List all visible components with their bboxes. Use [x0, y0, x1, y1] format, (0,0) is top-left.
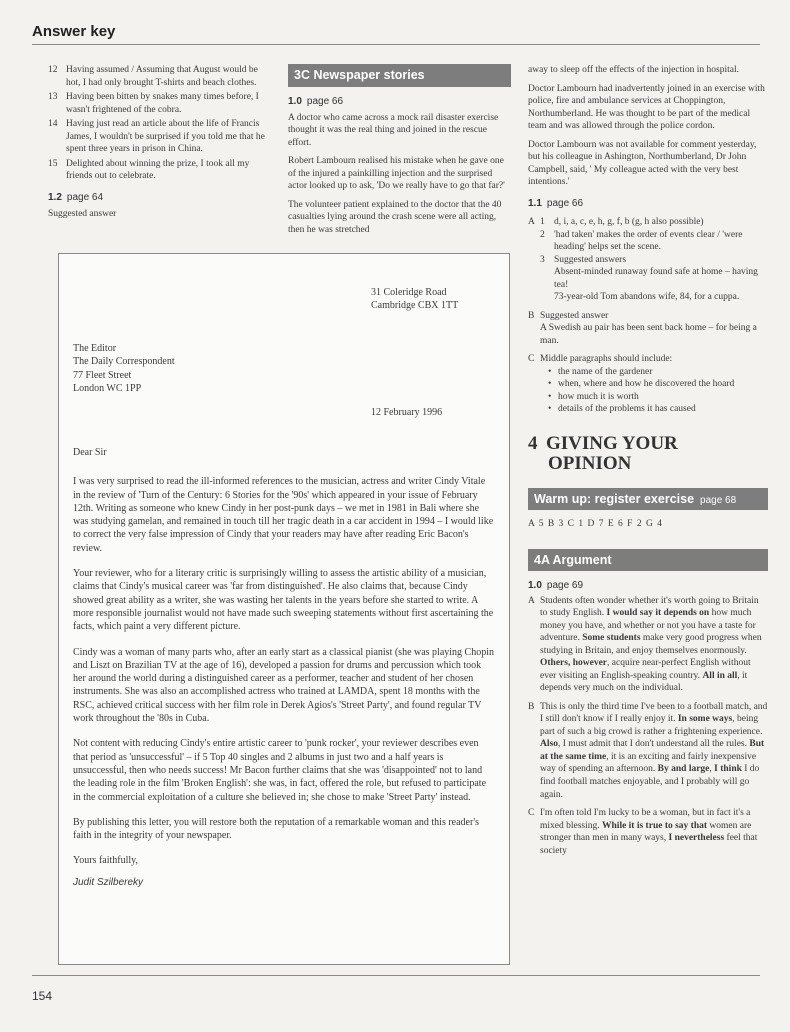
text-run: Students often wonder whether it's worth going to Britain to study English. [540, 595, 759, 619]
text-run: , being part of such a big crowd is rather a frightening experience. [540, 714, 763, 737]
subheading-page: page 66 [306, 95, 344, 107]
list-item [540, 216, 768, 229]
text-run: I do find football matches enjoyable, and I probably will go again. [540, 764, 760, 800]
column-left [48, 64, 273, 221]
sender-address [371, 286, 458, 313]
linking-phrase: I nevertheless [668, 833, 725, 844]
exercise-letter: A [528, 595, 535, 606]
section-title: 4A Argument [534, 552, 612, 567]
item-number: 2 [540, 229, 545, 240]
address-line: 31 Coleridge Road [371, 287, 447, 298]
address-line: Cambridge CBX 1TT [371, 300, 459, 312]
linking-phrase: By and large [657, 764, 710, 775]
column-middle [288, 64, 511, 242]
section-subheading [48, 191, 273, 204]
item-number: 3 [540, 254, 545, 265]
exercise-a [528, 216, 768, 304]
bullet-item: • when, where and how he discovered the hoard [548, 378, 768, 391]
warmup-answers: A 5 B 3 C 1 D 7 E 6 F 2 G 4 [528, 519, 663, 530]
column-right [528, 64, 768, 863]
page-header-title: Answer key [32, 23, 116, 40]
linking-phrase: I would say it depends on [606, 608, 710, 619]
exercise-c [528, 353, 768, 416]
list-item [48, 118, 273, 156]
text-run: how much money you have, and whether or not you have a taste for adventure. [540, 608, 756, 644]
letter-body [73, 446, 495, 901]
linking-phrase: Also [540, 739, 558, 750]
signature: Judit Szilbereky [73, 876, 144, 888]
text-run: This is only the third time I've been to a football match, and I still don't know if I really enjoy it. [540, 701, 768, 725]
subheading-page: page 69 [546, 580, 584, 592]
text-run: , it is an exciting and fairly inexpensive way of spending an afternoon. [540, 751, 757, 775]
bullet-item: • the name of the gardener [548, 366, 768, 379]
item-text: 'had taken' makes the order of events clear / 'were heading' helps set the scene. [554, 229, 743, 253]
address-line: 77 Fleet Street [73, 369, 132, 381]
text-run: women are stronger than men in many ways, [540, 820, 752, 844]
list-item [540, 229, 768, 254]
letter-paragraph: Cindy was a woman of many parts who, after an early start as a classical pianist (she was playing Chopin and Liszt on Brazilian TV at the age of 16), developed a passion for drums and percussion which took her around the world during a distinguished career as a performer, teacher and student of her chosen instruments. She was also an accomplished actress who trained at LAMDA, spent 18 months with the RSC, achieved critical success with her film role in Derek Agios's 'Street Party', and found regular TV work throughout the '80s in Cuba. [73, 646, 495, 725]
chapter-number: 4 [528, 432, 538, 454]
linking-phrase: Others, however [540, 658, 608, 669]
bullet-item: • how much it is worth [548, 391, 768, 404]
list-item [48, 91, 273, 116]
subheading-number: 1.2 [48, 191, 62, 203]
argument-a [528, 595, 768, 695]
section-subheading [288, 95, 511, 108]
answer-text: A Swedish au pair has been sent back home – for being a man. [540, 323, 757, 346]
letter-paragraph: Your reviewer, who for a literary critic is surprisingly willing to assess the artistic ability of a musician, claims that Cindy's musical career was 'far from distinguished'. He also claims that, because Cindy showed great ability as a writer, she was wasting her talents in the years before she started to write. A more responsible journalist would not have made such sweeping statements without first ascertaining the facts, which paint a very different picture. [73, 568, 494, 633]
letter-paragraph: I was very surprised to read the ill-informed references to the musician, actress and writer Cindy Vitale in the review of 'Turn of the Century: 6 Stories for the '90s' which appeared in your issue of February 12th. Writing as someone who knew Cindy in her post-punk days – we met in 1981 in Bali where she was studying gamelan, and remained in touch till her tragic death in a car accident in 1994 – I would like to correct the very false impression of Cindy that your readers may have after reading Eric Bacon's review. [73, 476, 494, 554]
paragraph: Doctor Lambourn was not available for comment yesterday, but his colleague in Ashington, Northumberland, Dr John Campbell, said, ' My colleague acted with the very best intentions.' [528, 139, 757, 188]
paragraph: away to sleep off the effects of the injection in hospital. [528, 65, 739, 75]
item-number: 14 [48, 119, 58, 130]
item-text: Having been bitten by snakes many times before, I wasn't frightened of the cobra. [66, 92, 259, 115]
argument-list [528, 595, 768, 858]
letter-paragraph: By publishing this letter, you will restore both the reputation of a remarkable woman and this reader's faith in the integrity of your newspaper. [73, 816, 480, 842]
exercise-letter: B [528, 701, 535, 712]
footer-divider [32, 975, 760, 976]
list-item [48, 158, 273, 183]
argument-c [528, 807, 768, 857]
paragraph: The volunteer patient explained to the doctor that the 40 casualties lying around the crash scene were all acting, then he was stretched [288, 199, 502, 235]
item-text: Suggested answers [554, 254, 627, 265]
paragraph: Doctor Lambourn had inadvertently joined in an exercise with police, fire and ambulance services at Choppington, Northumberland. He was thought to be part of the medical team and was allowed through the police cordon. [528, 83, 765, 132]
headline-answer: 73-year-old Tom abandons wife, 84, for a cuppa. [554, 292, 740, 303]
exercise-list [528, 216, 768, 416]
item-text: Having assumed / Assuming that August would be hot, I had only brought T-shirts and beach clothes. [66, 65, 258, 88]
letter-paragraph: Not content with reducing Cindy's entire artistic career to 'punk rocker', your reviewer describes even that period as 'unsuccessful' – if 5 Top 40 singles and 2 albums in just two and a half years is unsuccessful, then who needs success! Mr Bacon further claims that she was 'disappointed' not to land the leading role in the film 'Broken English': she was, in fact, offered the role, but refused to participate in the commercial exploitation of a culture she believed in; she chose to make 'Street Party' instead. [73, 738, 487, 803]
subheading-number: 1.0 [288, 95, 302, 107]
chapter-heading [528, 434, 768, 474]
subheading-number: 1.0 [528, 580, 542, 592]
bullet-list [540, 366, 768, 416]
list-item [48, 64, 273, 89]
section-subheading [528, 579, 768, 592]
section-band [288, 64, 511, 87]
text-run: feel that society [540, 833, 758, 856]
header-divider [32, 44, 760, 45]
text-run: , it depends very much on the individual. [540, 670, 748, 694]
item-text: Delighted about winning the prize, I took all my friends out to celebrate. [66, 158, 250, 182]
item-text: Having just read an article about the life of Francis James, I wouldn't be surprised if you told me that he spent three years in prison in China. [66, 119, 265, 155]
exercise-letter: A [528, 216, 535, 227]
address-line: The Daily Correspondent [73, 356, 175, 368]
item-number: 15 [48, 158, 58, 169]
subheading-page: page 64 [66, 191, 104, 203]
text-run: , acquire near-perfect English without ever visiting an English-speaking country. [540, 658, 751, 681]
text-run: , [709, 764, 715, 775]
text-run: I'm often told I'm lucky to be a woman, but in fact it's a mixed blessing. [540, 808, 751, 831]
section-band [528, 549, 768, 572]
subheading-number: 1.1 [528, 197, 542, 209]
section-band [528, 488, 768, 511]
list-item [540, 254, 768, 304]
exercise-letter: B [528, 310, 535, 321]
suggested-answer-label: Suggested answer [540, 310, 609, 321]
closing: Yours faithfully, [73, 855, 139, 867]
chapter-title-line2: OPINION [548, 452, 632, 474]
address-line: London WC 1PP [73, 382, 142, 394]
linking-phrase: I think [714, 764, 742, 775]
linking-phrase: Some students [582, 633, 641, 644]
bullet-item: • details of the problems it has caused [548, 403, 768, 416]
paragraph: Robert Lambourn realised his mistake when he gave one of the injured a painkilling injection and the surprised actor looked up to ask, 'Do we really have to go that far?' [288, 156, 505, 192]
answer-list [48, 64, 273, 183]
section-page: page 68 [700, 494, 737, 506]
chapter-title-line1: GIVING YOUR [546, 432, 678, 454]
address-line: The Editor [73, 343, 117, 354]
page-number: 154 [32, 989, 53, 1003]
headline-answer: Absent-minded runaway found safe at home – having tea! [554, 267, 758, 290]
section-title: 3C Newspaper stories [294, 68, 425, 82]
argument-b [528, 701, 768, 801]
instruction-text: Middle paragraphs should include: [540, 354, 673, 365]
text-run: , I must admit that I don't understand all the rules. [557, 739, 750, 750]
linking-phrase: While it is true to say that [602, 820, 708, 831]
item-text: d, i, a, c, e, h, g, f, b (g, h also possible) [554, 216, 704, 227]
letter-date: 12 February 1996 [371, 407, 443, 418]
text-run: make very good progress when studying in Britain, and enjoy themselves enormously. [540, 633, 762, 656]
linking-phrase: But at the same time [540, 739, 765, 762]
exercise-letter: C [528, 354, 535, 365]
linking-phrase: All in all [702, 670, 738, 681]
item-number: 13 [48, 92, 58, 103]
recipient-address [73, 342, 175, 395]
letter-box [58, 253, 510, 965]
exercise-letter: C [528, 808, 535, 819]
exercise-subitems [540, 216, 768, 304]
salutation: Dear Sir [73, 447, 107, 458]
exercise-b [528, 310, 768, 348]
section-title: Warm up: register exercise [534, 491, 695, 506]
paragraph: A doctor who came across a mock rail disaster exercise thought it was the real thing and joined in the rescue effort. [288, 112, 499, 148]
linking-phrase: In some ways [677, 714, 733, 725]
section-subheading [528, 197, 768, 210]
item-number: 12 [48, 65, 58, 75]
subheading-page: page 66 [546, 197, 584, 209]
suggested-answer-label: Suggested answer [48, 208, 117, 219]
item-number: 1 [540, 216, 545, 227]
